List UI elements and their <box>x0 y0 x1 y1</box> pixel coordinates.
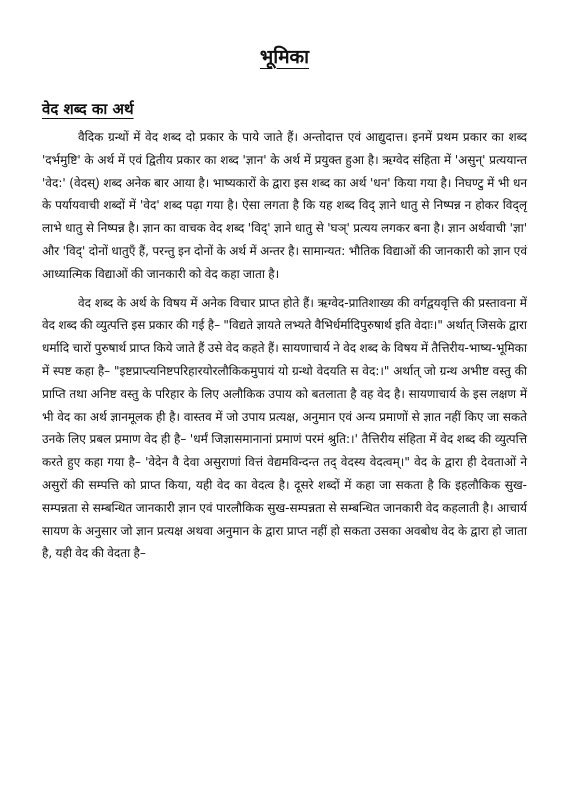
paragraph-1: वैदिक ग्रन्थों में वेद शब्द दो प्रकार के पाये जाते हैं। अन्तोदात्त एवं आद्युदात्त। इनमें प्रथम प्रकार का शब्द 'दर्भमुष्टि' के अर्थ में एवं द्वितीय प्रकार का शब्द 'ज्ञान' के अर्थ में प्रयुक्त हुआ है। ऋग्वेद संहिता में 'असुन्' प्रत्ययान्त 'वेद:' (वेदस्) शब्द अनेक बार आया है। भाष्यकारों के द्वारा इस शब्द का अर्थ 'धन' किया गया है। निघण्टु में भी धन के पर्यायवाची शब्दों में 'वेद' शब्द पढ़ा गया है। ऐसा लगता है कि यह शब्द विद् ज्ञाने धातु से निष्पन्न न होकर विद्लृ लाभे धातु से निष्पन्न है। ज्ञान का वाचक वेद शब्द 'विद्' ज्ञाने धातु से 'घञ्' प्रत्यय लगकर बना है। ज्ञान अर्थवाची 'ज्ञा' और 'विद्' दोनों धातुएँ हैं, परन्तु इन दोनों के अर्थ में अन्तर है। सामान्यत: भौतिक विद्याओं की जानकारी को ज्ञान एवं आध्यात्मिक विद्याओं की जानकारी को वेद कहा जाता है। <box>42 130 527 281</box>
page-title: भूमिका <box>259 46 310 68</box>
paragraph-2: वेद शब्द के अर्थ के विषय में अनेक विचार प्राप्त होते हैं। ऋग्वेद-प्रातिशाख्य की वर्गद्वयवृत्ति की प्रस्तावना में वेद शब्द की व्युत्पत्ति इस प्रकार की गई है– "विद्यते ज्ञायते लभ्यते वैभिर्धर्मादिपुरुषार्थ इति वेदाः।" अर्थात् जिसके द्वारा धर्मादि चारों पुरुषार्थ प्राप्त किये जाते हैं उसे वेद कहते हैं। सायणाचार्य ने वेद शब्द के विषय में तैत्तिरीय-भाष्य-भूमिका में स्पष्ट कहा है– "इष्टप्राप्त्यनिष्टपरिहारयोरलौकिकमुपायं यो ग्रन्थो वेदयति स वेद:।" अर्थात् जो ग्रन्थ अभीष्ट वस्तु की प्राप्ति तथा अनिष्ट वस्तु के परिहार के लिए अलौकिक उपाय को बतलाता है वह वेद है। सायणाचार्य के इस लक्षण में भी वेद का अर्थ ज्ञानमूलक ही है। वास्तव में जो उपाय प्रत्यक्ष, अनुमान एवं अन्य प्रमाणों से ज्ञात नहीं किए जा सकते उनके लिए प्रबल प्रमाण वेद ही है– 'धर्मं जिज्ञासमानानां प्रमाणं परमं श्रुति:।' तैत्तिरीय संहिता में वेद शब्द की व्युत्पत्ति करते हुए कहा गया है– 'वेदेन वै देवा असुराणां वित्तं वेद्यमविन्दन्त तद् वेदस्य वेदत्वम्।" वेद के द्वारा ही देवताओं ने असुरों की सम्पत्ति को प्राप्त किया, यही वेद का वेदत्व है। दूसरे शब्दों में कहा जा सकता है कि इहलौकिक सुख-सम्पन्नता से सम्बन्धित जानकारी ज्ञान एवं पारलौकिक सुख-सम्पन्नता से सम्बन्धित जानकारी वेद कहलाती है। आचार्य सायण के अनुसार जो ज्ञान प्रत्यक्ष अथवा अनुमान के द्वारा प्राप्त नहीं हो सकता उसका अवबोध वेद के द्वारा हो जाता है, यही वेद की वेदता है– <box>42 295 527 561</box>
section-heading: वेद शब्द का अर्थ <box>42 100 134 118</box>
